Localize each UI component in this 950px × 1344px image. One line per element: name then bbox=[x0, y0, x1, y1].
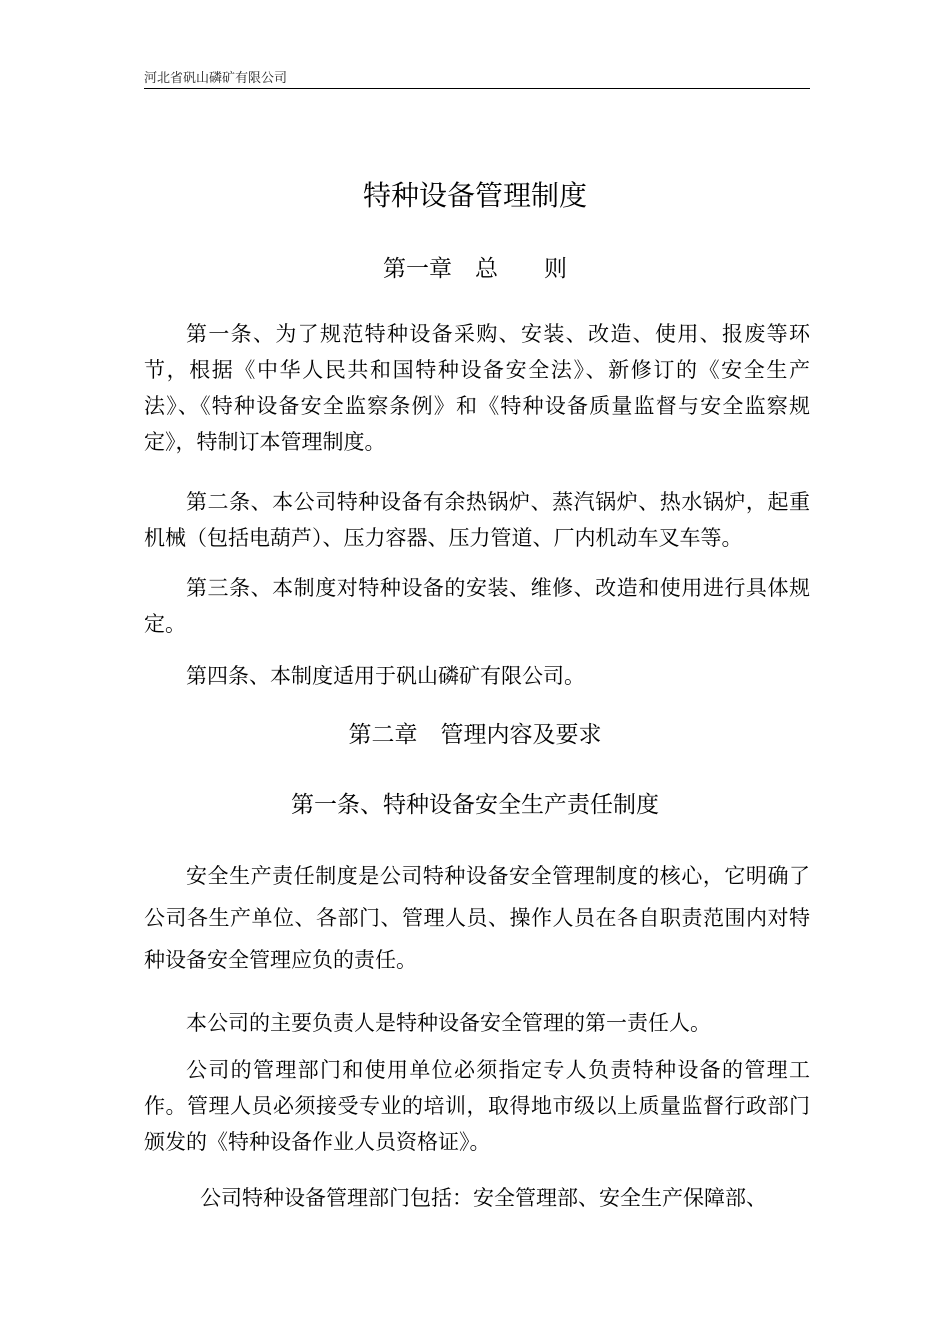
chapter-1-article-2: 第二条、本公司特种设备有余热锅炉、蒸汽锅炉、热水锅炉，起重机械（包括电葫芦）、压力容器、压力管道、厂内机动车叉车等。 bbox=[144, 490, 810, 550]
responsibility-paragraph-3: 公司的管理部门和使用单位必须指定专人负责特种设备的管理工作。管理人员必须接受专业的培训，取得地市级以上质量监督行政部门颁发的《特种设备作业人员资格证》。 bbox=[144, 1058, 810, 1154]
chapter-1-article-1: 第一条、为了规范特种设备采购、安装、改造、使用、报废等环节，根据《中华人民共和国特种设备安全法》、新修订的《安全生产法》、《特种设备安全监察条例》和《特种设备质量监督与安全监察规定》，特制订本管理制度。 bbox=[144, 322, 810, 454]
chapter-1-heading: 第一章 总 则 bbox=[383, 256, 590, 282]
chapter-1-article-4: 第四条、本制度适用于矾山磷矿有限公司。 bbox=[186, 664, 585, 688]
responsibility-paragraph-1: 安全生产责任制度是公司特种设备安全管理制度的核心，它明确了公司各生产单位、各部门、管理人员、操作人员在各自职责范围内对特种设备安全管理应负的责任。 bbox=[144, 864, 810, 972]
header-rule bbox=[144, 88, 810, 89]
document-title: 特种设备管理制度 bbox=[362, 179, 587, 212]
responsibility-paragraph-2: 本公司的主要负责人是特种设备安全管理的第一责任人。 bbox=[186, 1011, 711, 1035]
running-header-company: 河北省矾山磷矿有限公司 bbox=[144, 71, 288, 86]
responsibility-paragraph-4: 公司特种设备管理部门包括：安全管理部、安全生产保障部、 bbox=[200, 1186, 767, 1210]
chapter-2-section-1-heading: 第一条、特种设备安全生产责任制度 bbox=[291, 792, 659, 818]
chapter-2-heading: 第二章 管理内容及要求 bbox=[348, 722, 625, 748]
chapter-1-article-3: 第三条、本制度对特种设备的安装、维修、改造和使用进行具体规定。 bbox=[144, 576, 810, 636]
